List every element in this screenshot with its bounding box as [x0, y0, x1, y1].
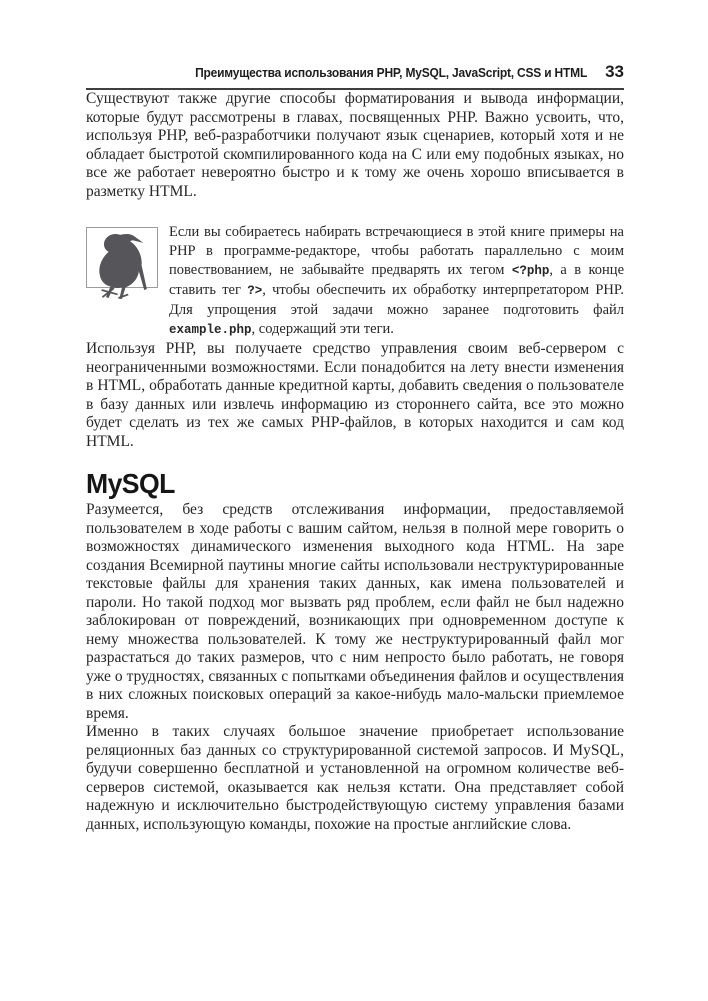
inline-code-example-filename: example.php [169, 323, 252, 337]
crow-icon [86, 227, 158, 288]
text-column [86, 62, 624, 834]
intro-paragraph-1: Существуют также другие способы форматирования и вывода информации, которые будут рассмотрены в главах, посвященных PHP. Важно усвоить, что, используя PHP, веб-разработчики получают язык сценариев, который хотя и не обладает быстротой скомпилированного кода на C или ему подобных языках, но все же работает невероятно быстро и к тому же очень хорошо вписывается в разметку HTML. [86, 90, 624, 200]
note-text-segment: , содержащий эти теги. [251, 321, 394, 337]
note-text-segment: Если вы собираетесь набирать встречающиеся в этой книге примеры на PHP в программе-редакторе, чтобы работать параллельно с моим повествованием, не забывайте предварять их тегом [169, 224, 624, 278]
page-header [86, 62, 624, 88]
intro-paragraph-2: Используя PHP, вы получаете средство управления своим веб-сервером с неограниченными возможностями. Если понадобится на лету внести изменения в HTML, обработать данные кредитной карты, добавить сведения о пользователе в базу данных или извлечь информацию из стороннего сайта, все это можно будет сделать из тех же самых PHP-файлов, в которых находится и сам код HTML. [86, 340, 624, 450]
note-text [169, 223, 624, 340]
section-heading-mysql: MySQL [86, 468, 175, 499]
note-text-segment: , а в конце ставить тег [169, 262, 624, 298]
page-number: 33 [605, 62, 624, 81]
inline-code-php-close-tag: ?> [247, 284, 263, 298]
mysql-paragraph-1: Разумеется, без средств отслеживания информации, предоставляемой пользователем в ходе работы с вашим сайтом, нельзя в полной мере говорить о возможностях динамического изменения выходного кода HTML. На заре создания Всемирной паутины многие сайты использовали неструктурированные текстовые файлы для хранения таких данных, как имена пользователей и пароли. Но такой подход мог вызвать ряд проблем, если файл не был надежно заблокирован от повреждений, возникающих при одновременном доступе к нему множества пользователей. К тому же неструктурированный файл мог разрастаться до таких размеров, что с ним непросто было работать, не говоря уже о трудностях, связанных с попытками объединения файлов и осуществления в них сложных поисковых операций за какое-нибудь мало-мальски приемлемое время. [86, 501, 624, 722]
note-box [86, 223, 624, 340]
running-title: Преимущества использования PHP, MySQL, JavaScript, CSS и HTML [195, 65, 588, 81]
note-text-segment: , чтобы обеспечить их обработку интерпретатором PHP. Для упрощения этой задачи можно заранее подготовить файл [169, 282, 624, 318]
mysql-paragraph-2: Именно в таких случаях большое значение приобретает использование реляционных баз данных со структурированной системой запросов. И MySQL, будучи совершенно бесплатной и установленной на огромном количестве веб-серверов системой, оказывается как нельзя кстати. Она представляет собой надежную и исключительно быстродействующую систему управления базами данных, использующую команды, похожие на простые английские слова. [86, 723, 624, 833]
inline-code-php-open-tag: <?php [511, 264, 550, 278]
